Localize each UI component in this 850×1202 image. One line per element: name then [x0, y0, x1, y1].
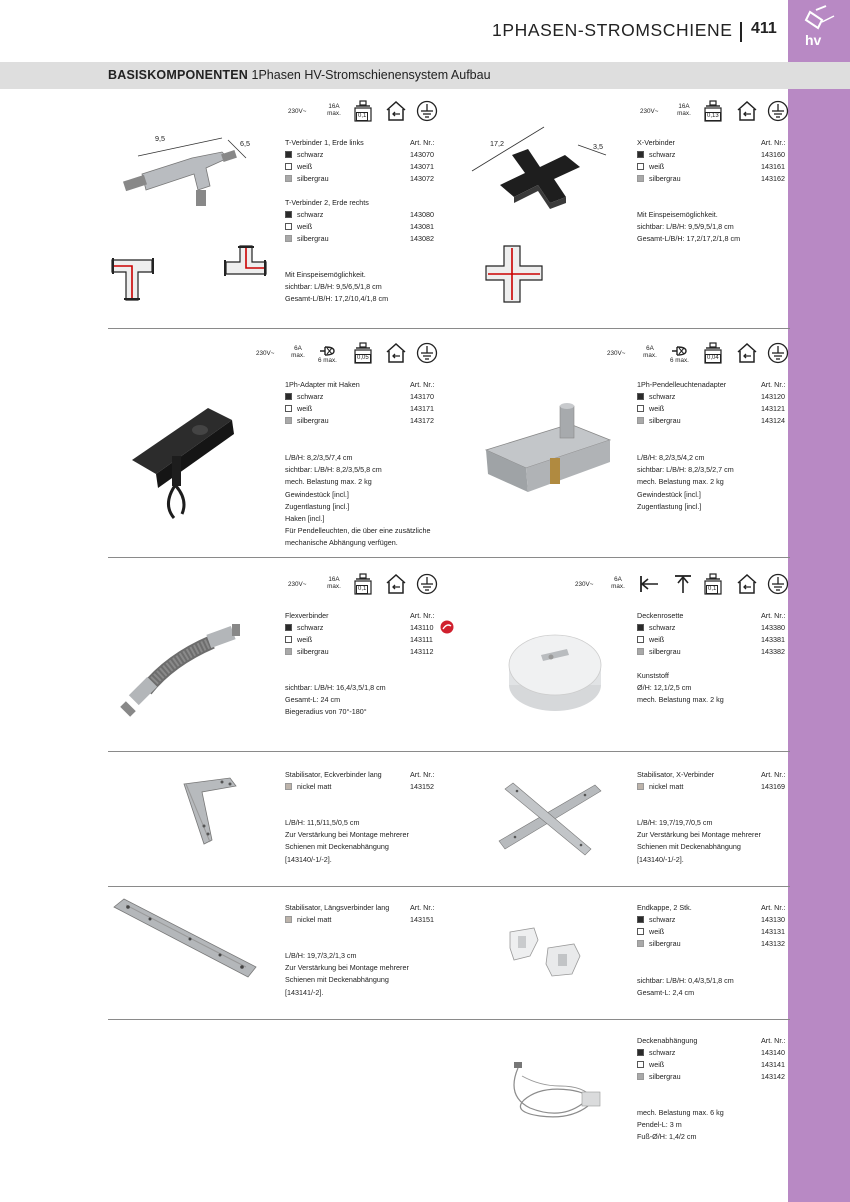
current-label: [323, 576, 345, 590]
note-line: [143141/-2].: [285, 987, 324, 997]
color-swatch-silvergrey: [637, 417, 644, 424]
note-line: sichtbar: L/B/H: 8,2/3,5/5,8 cm: [285, 465, 382, 475]
color-swatch-silvergrey: [637, 175, 644, 182]
variant-row: [285, 149, 445, 161]
title-divider: [740, 22, 742, 42]
page-number: 411: [751, 20, 777, 37]
color-swatch-white: [637, 928, 644, 935]
current-value: 16A: [328, 103, 340, 110]
current-max: max.: [327, 110, 341, 117]
color-swatch-white: [285, 223, 292, 230]
wall-mount-icon: [638, 573, 660, 595]
variant-row: [637, 149, 792, 161]
note-line: [143140/-1/-2].: [285, 854, 332, 864]
weight-value: 0,04: [707, 355, 719, 361]
current-label: [323, 103, 345, 117]
article-number: 143112: [410, 647, 434, 656]
variant-row: [637, 173, 792, 185]
variant-row: [285, 403, 445, 415]
article-number: 143121: [761, 404, 785, 413]
color-swatch-black: [637, 151, 644, 158]
indoor-house-icon: [736, 342, 758, 364]
art-nr-label: Art. Nr.:: [761, 611, 786, 620]
current-max: max.: [327, 583, 341, 590]
note-line: Schienen mit Deckenabhängung: [285, 975, 389, 985]
note-line: Mit Einspeisemöglichkeit.: [285, 270, 366, 279]
product-name: Deckenrosette: [637, 611, 684, 620]
variant-color: weiß: [649, 927, 665, 936]
current-value: 6A: [614, 576, 622, 583]
indoor-house-icon: [736, 100, 758, 122]
lamp-count: 6 max.: [670, 357, 689, 364]
variant-list: [285, 914, 445, 928]
variant-color: silbergrau: [297, 416, 329, 425]
color-swatch-black: [637, 1049, 644, 1056]
variant-list: [285, 622, 445, 662]
variant-color: weiß: [297, 404, 313, 413]
current-value: 16A: [678, 103, 690, 110]
note-line: mech. Belastung max. 6 kg: [637, 1108, 724, 1117]
hv-logo-icon: [792, 2, 842, 58]
variant-color: schwarz: [649, 623, 676, 632]
article-number: 143160: [761, 150, 785, 159]
art-nr-label: Art. Nr.:: [761, 903, 786, 912]
variant-row: [285, 634, 440, 646]
article-number: 143072: [410, 174, 434, 183]
note-line: Zugentlastung [incl.]: [285, 501, 350, 511]
weight-value: 0,1: [358, 113, 367, 119]
variant-list: [637, 391, 792, 431]
color-swatch-black: [285, 211, 292, 218]
weight-value: 0,1: [358, 586, 367, 592]
article-number: 143151: [410, 915, 434, 924]
note-line: L/B/H: 8,2/3,5/4,2 cm: [637, 453, 705, 462]
current-label: [640, 345, 660, 359]
variant-row: [637, 938, 792, 950]
current-value: 16A: [328, 576, 340, 583]
side-tab: [788, 0, 850, 1202]
divider: [108, 1019, 790, 1020]
ground-icon: [416, 100, 438, 122]
product-image-stabilizer-long: [110, 893, 260, 983]
voltage-label: 230V~: [575, 581, 594, 588]
variant-color: silbergrau: [297, 174, 329, 183]
voltage-label: 230V~: [640, 108, 659, 115]
color-swatch-nickel: [285, 783, 292, 790]
art-nr-label: Art. Nr.:: [410, 380, 435, 389]
section-heading: [108, 68, 491, 82]
ceiling-mount-icon: [672, 573, 694, 595]
note-line: Mit Einspeisemöglichkeit.: [637, 210, 718, 219]
variant-row: [637, 926, 792, 938]
article-number: 143380: [761, 623, 785, 632]
note-line: Zugentlastung [incl.]: [637, 501, 702, 511]
current-max: max.: [677, 110, 691, 117]
variant-row: [285, 391, 445, 403]
color-swatch-black: [285, 393, 292, 400]
article-number: 143382: [761, 647, 785, 656]
variant-color: schwarz: [297, 623, 324, 632]
current-label: [288, 345, 308, 359]
note-line: mech. Belastung max. 2 kg: [285, 477, 372, 487]
variant-color: nickel matt: [297, 915, 332, 924]
ground-icon: [767, 573, 789, 595]
color-swatch-black: [637, 624, 644, 631]
product-name: Endkappe, 2 Stk.: [637, 903, 692, 912]
voltage-label: 230V~: [256, 350, 275, 357]
art-nr-label: Art. Nr.:: [761, 138, 786, 147]
variant-color: silbergrau: [649, 174, 681, 183]
note-line: Gewindestück [incl.]: [637, 489, 701, 499]
voltage-label: 230V~: [288, 108, 307, 115]
note-line: sichtbar: L/B/H: 16,4/3,5/1,8 cm: [285, 683, 386, 692]
x-connector-diagram: [482, 244, 546, 304]
product-name: Stabilisator, X-Verbinder: [637, 770, 715, 779]
current-label: [673, 103, 695, 117]
variant-list: [637, 781, 792, 795]
product-image-end-cap: [500, 922, 590, 982]
weight-value: 0,05: [357, 355, 369, 361]
note-line: Zur Verstärkung bei Montage mehrerer: [637, 830, 761, 840]
note-line: Für Pendelleuchten, die über eine zusätzliche: [285, 526, 431, 536]
tab-label: hv: [805, 32, 822, 48]
note-line: Ø/H: 12,1/2,5 cm: [637, 683, 692, 693]
variant-color: weiß: [649, 1060, 665, 1069]
note-line: Schienen mit Deckenabhängung: [637, 842, 741, 852]
note-line: Kunststoff: [637, 671, 669, 680]
article-number: 143161: [761, 162, 785, 171]
note-line: [143140/-1/-2].: [637, 854, 684, 864]
article-number: 143170: [410, 392, 434, 401]
variant-list: [637, 1047, 792, 1087]
product-notes: [285, 817, 409, 866]
t-connector-diagram-right: [218, 244, 268, 302]
article-number: 143162: [761, 174, 785, 183]
variant-row: [285, 646, 440, 658]
variant-row: [285, 914, 440, 926]
note-line: mechanische Abhängung verfügen.: [285, 538, 398, 548]
article-number: 143081: [410, 222, 434, 231]
art-nr-label: Art. Nr.:: [761, 770, 786, 779]
current-value: 6A: [646, 345, 654, 352]
variant-row: [285, 173, 445, 185]
article-number: 143111: [410, 635, 433, 644]
variant-row: [637, 646, 792, 658]
color-swatch-white: [285, 163, 292, 170]
variant-color: weiß: [649, 635, 665, 644]
variant-row: [637, 415, 792, 427]
dim-width: 3,5: [593, 142, 603, 151]
color-swatch-silvergrey: [285, 235, 292, 242]
product-image-ceiling-rosette: [505, 625, 605, 715]
voltage-label: 230V~: [288, 581, 307, 588]
color-swatch-black: [285, 624, 292, 631]
indoor-house-icon: [385, 100, 407, 122]
divider: [108, 328, 790, 329]
product-name: Deckenabhängung: [637, 1036, 698, 1045]
note-line: L/B/H: 8,2/3,5/7,4 cm: [285, 453, 353, 462]
article-number: 143131: [761, 927, 785, 936]
note-line: Gesamt-L/B/H: 17,2/17,2/1,8 cm: [637, 234, 741, 244]
weight-value: 0,1: [708, 586, 717, 592]
divider: [108, 751, 790, 752]
variant-color: silbergrau: [297, 647, 329, 656]
note-line: Zur Verstärkung bei Montage mehrerer: [285, 830, 409, 840]
dim-length: 17,2: [490, 139, 504, 148]
current-max: max.: [611, 583, 625, 590]
color-swatch-nickel: [637, 783, 644, 790]
variant-list: [637, 914, 792, 954]
note-line: Haken [incl.]: [285, 514, 325, 524]
t-connector-diagram-left: [110, 244, 160, 302]
product-name: 1Ph-Pendelleuchtenadapter: [637, 380, 727, 389]
dim-length: 9,5: [155, 134, 165, 143]
product-image-flex-connector: [120, 620, 250, 720]
color-swatch-silvergrey: [637, 648, 644, 655]
variant-color: schwarz: [297, 210, 324, 219]
product-notes: [637, 1107, 724, 1144]
product-name: T-Verbinder 1, Erde links: [285, 138, 364, 147]
article-number: 143071: [410, 162, 434, 171]
color-swatch-silvergrey: [285, 417, 292, 424]
article-number: 143082: [410, 234, 434, 243]
variant-row: [637, 161, 792, 173]
note-line: sichtbar: L/B/H: 0,4/3,5/1,8 cm: [637, 976, 734, 985]
article-number: 143152: [410, 782, 434, 791]
variant-color: silbergrau: [297, 234, 329, 243]
product-notes: [637, 452, 734, 513]
article-number: 143110: [410, 623, 434, 632]
note-line: sichtbar: L/B/H: 9,5/6,5/1,8 cm: [285, 282, 382, 292]
variant-color: weiß: [649, 404, 665, 413]
color-swatch-silvergrey: [285, 648, 292, 655]
variant-list: [285, 149, 445, 189]
product-image-stabilizer-x: [495, 775, 605, 860]
art-nr-label: Art. Nr.:: [761, 1036, 786, 1045]
product-notes: [285, 452, 430, 550]
variant-row: [285, 415, 445, 427]
note-line: sichtbar: L/B/H: 8,2/3,5/2,7 cm: [637, 465, 734, 475]
product-image-stabilizer-corner: [150, 770, 250, 850]
product-name: 1Ph-Adapter mit Haken: [285, 380, 360, 389]
variant-color: silbergrau: [649, 939, 681, 948]
variant-color: nickel matt: [297, 782, 332, 791]
color-swatch-silvergrey: [637, 940, 644, 947]
article-number: 143130: [761, 915, 785, 924]
lamp-icon: [318, 344, 340, 356]
lamp-icon: [670, 344, 692, 356]
indoor-house-icon: [736, 573, 758, 595]
variant-row: [637, 914, 792, 926]
variant-color: silbergrau: [649, 1072, 681, 1081]
product-notes: [637, 975, 734, 999]
indoor-house-icon: [385, 573, 407, 595]
product-image-x-connector: [470, 125, 610, 225]
color-swatch-white: [637, 636, 644, 643]
ground-icon: [416, 342, 438, 364]
color-swatch-white: [637, 1061, 644, 1068]
variant-row: [285, 622, 440, 634]
divider: [108, 886, 790, 887]
color-swatch-white: [285, 636, 292, 643]
product-image-ceiling-suspension: [500, 1056, 610, 1126]
variant-list: [637, 149, 792, 189]
variant-color: schwarz: [297, 150, 324, 159]
color-swatch-black: [637, 916, 644, 923]
lamp-count: 6 max.: [318, 357, 337, 364]
article-number: 143080: [410, 210, 434, 219]
note-line: Gesamt-L/B/H: 17,2/10,4/1,8 cm: [285, 294, 389, 304]
color-swatch-silvergrey: [637, 1073, 644, 1080]
product-image-adapter-hook: [128, 400, 268, 520]
variant-row: [637, 1047, 792, 1059]
product-name: X-Verbinder: [637, 138, 675, 147]
voltage-label: 230V~: [607, 350, 626, 357]
art-nr-label: Art. Nr.:: [410, 903, 435, 912]
variant-color: schwarz: [649, 150, 676, 159]
article-number: 143140: [761, 1048, 785, 1057]
variant-row: [285, 209, 445, 221]
product-name: T-Verbinder 2, Erde rechts: [285, 198, 369, 207]
variant-row: [637, 622, 792, 634]
art-nr-label: Art. Nr.:: [410, 138, 435, 147]
variant-color: silbergrau: [649, 416, 681, 425]
note-line: mech. Belastung max. 2 kg: [637, 695, 724, 705]
divider: [108, 557, 790, 558]
dim-width: 6,5: [240, 139, 250, 148]
variant-color: silbergrau: [649, 647, 681, 656]
article-number: 143171: [410, 404, 434, 413]
note-line: Gesamt-L: 24 cm: [285, 695, 341, 705]
variant-list: [285, 391, 445, 431]
art-nr-label: Art. Nr.:: [410, 770, 435, 779]
product-notes: [285, 682, 386, 719]
color-swatch-white: [637, 163, 644, 170]
variant-color: weiß: [297, 635, 313, 644]
variant-list: [285, 209, 445, 249]
color-swatch-black: [285, 151, 292, 158]
variant-color: weiß: [649, 162, 665, 171]
variant-color: schwarz: [649, 392, 676, 401]
note-line: Schienen mit Deckenabhängung: [285, 842, 389, 852]
product-notes: [637, 817, 761, 866]
article-number: 143169: [761, 782, 785, 791]
variant-row: [285, 781, 440, 793]
note-line: Fuß-Ø/H: 1,4/2 cm: [637, 1132, 697, 1142]
current-label: [608, 576, 628, 590]
section-heading-rest: 1Phasen HV-Stromschienensystem Aufbau: [251, 68, 491, 82]
note-line: Gewindestück [incl.]: [285, 489, 349, 499]
variant-color: schwarz: [649, 915, 676, 924]
product-name: Stabilisator, Längsverbinder lang: [285, 903, 390, 912]
variant-color: weiß: [297, 222, 313, 231]
ground-icon: [416, 573, 438, 595]
section-heading-bold: BASISKOMPONENTEN: [108, 68, 249, 82]
product-name: Flexverbinder: [285, 611, 329, 620]
variant-row: [637, 391, 792, 403]
color-swatch-silvergrey: [285, 175, 292, 182]
article-number: 143070: [410, 150, 434, 159]
article-number: 143381: [761, 635, 785, 644]
note-line: Gesamt-L: 2,4 cm: [637, 988, 695, 998]
variant-row: [637, 1071, 792, 1083]
color-swatch-nickel: [285, 916, 292, 923]
current-max: max.: [291, 352, 305, 359]
product-notes: [285, 950, 409, 999]
ground-icon: [767, 342, 789, 364]
color-swatch-white: [637, 405, 644, 412]
variant-row: [637, 781, 792, 793]
variant-row: [637, 1059, 792, 1071]
note-line: L/B/H: 19,7/3,2/1,3 cm: [285, 951, 357, 960]
variant-color: schwarz: [297, 392, 324, 401]
art-nr-label: Art. Nr.:: [410, 611, 435, 620]
current-max: max.: [643, 352, 657, 359]
note-line: L/B/H: 19,7/19,7/0,5 cm: [637, 818, 713, 827]
variant-row: [285, 221, 445, 233]
article-number: 143172: [410, 416, 434, 425]
product-notes: [285, 269, 388, 306]
color-swatch-black: [637, 393, 644, 400]
product-image-pendant-adapter: [480, 400, 615, 510]
variant-color: nickel matt: [649, 782, 684, 791]
variant-color: schwarz: [649, 1048, 676, 1057]
product-image-t-connector: [110, 128, 250, 218]
variant-row: [285, 233, 445, 245]
ground-icon: [767, 100, 789, 122]
product-notes: [637, 209, 740, 246]
weight-value: 0,13: [707, 113, 719, 119]
note-line: mech. Belastung max. 2 kg: [637, 477, 724, 487]
variant-row: [285, 161, 445, 173]
article-number: 143142: [761, 1072, 785, 1081]
variant-row: [637, 634, 792, 646]
variant-list: [285, 781, 445, 795]
article-number: 143132: [761, 939, 785, 948]
page-title: 1PHASEN-STROMSCHIENE: [492, 20, 733, 40]
current-value: 6A: [294, 345, 302, 352]
product-name: Stabilisator, Eckverbinder lang: [285, 770, 382, 779]
note-line: L/B/H: 11,5/11,5/0,5 cm: [285, 818, 360, 827]
product-notes: [637, 670, 724, 707]
note-line: sichtbar: L/B/H: 9,5/9,5/1,8 cm: [637, 222, 734, 232]
color-swatch-white: [285, 405, 292, 412]
indoor-house-icon: [385, 342, 407, 364]
variant-row: [637, 403, 792, 415]
article-number: 143141: [761, 1060, 785, 1069]
variant-list: [637, 622, 792, 662]
article-number: 143124: [761, 416, 785, 425]
note-line: Pendel-L: 3 m: [637, 1120, 682, 1130]
note-line: Zur Verstärkung bei Montage mehrerer: [285, 963, 409, 973]
note-line: Biegeradius von 70°-180°: [285, 707, 367, 717]
art-nr-label: Art. Nr.:: [761, 380, 786, 389]
article-number: 143120: [761, 392, 785, 401]
variant-color: weiß: [297, 162, 313, 171]
